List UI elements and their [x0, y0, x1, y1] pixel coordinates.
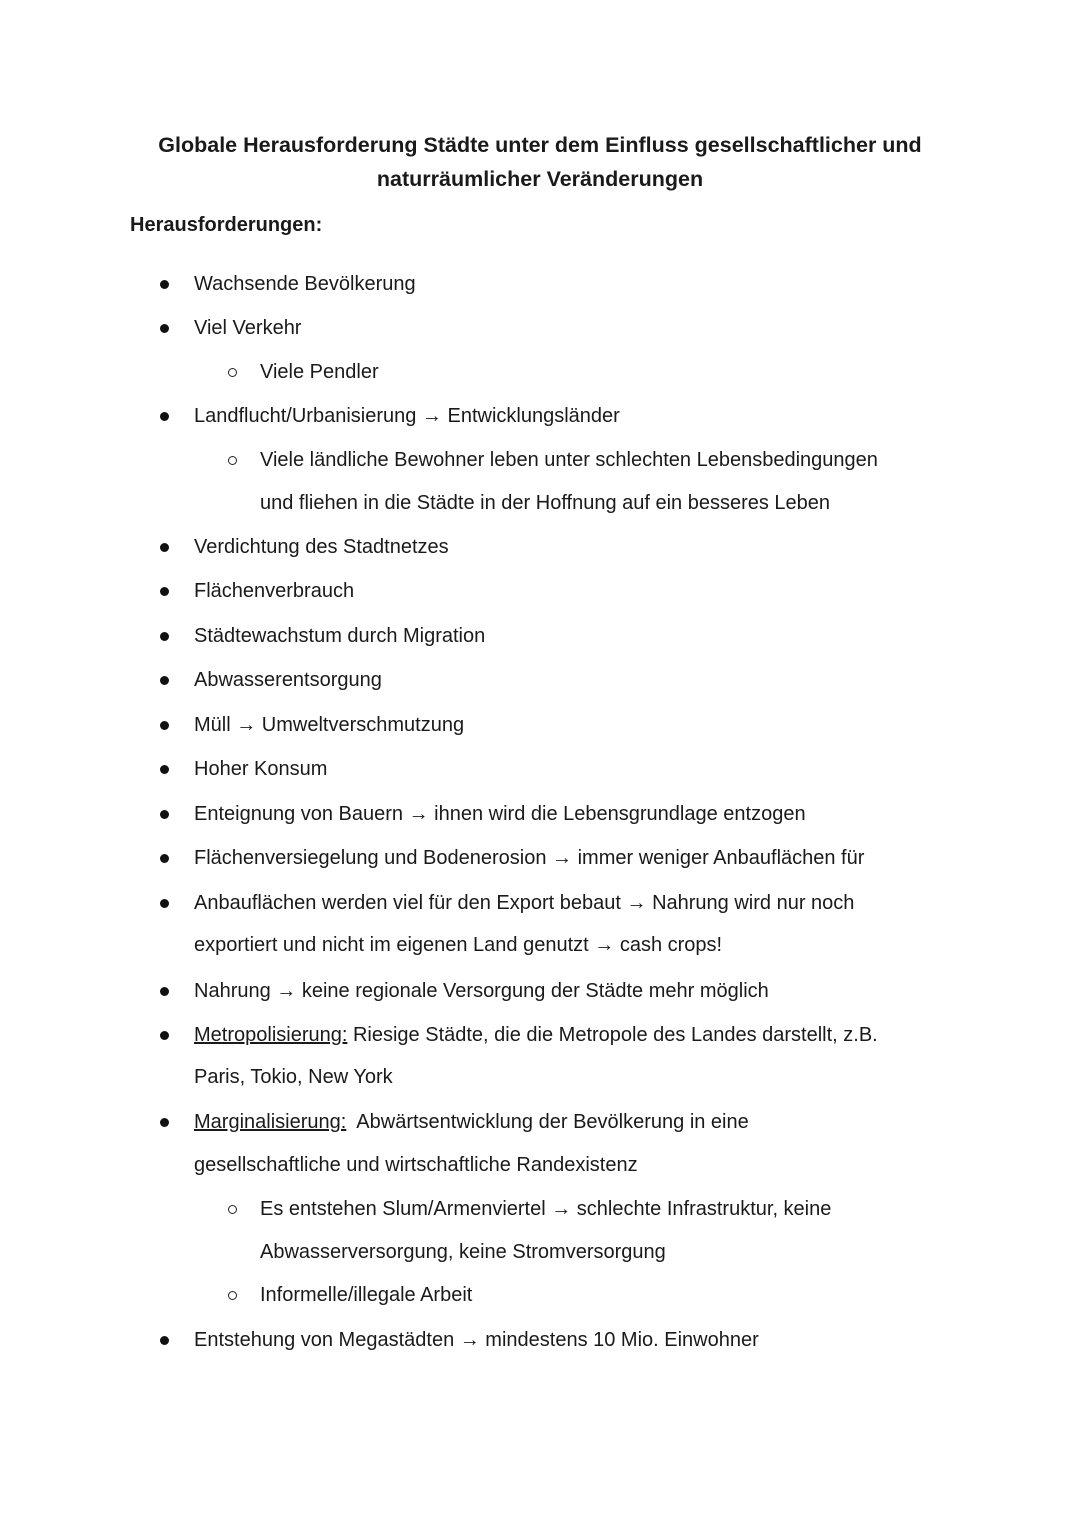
bullet-icon [160, 676, 169, 685]
bullet-icon [160, 1031, 169, 1040]
title-line-2: naturräumlicher Veränderungen [376, 167, 704, 191]
bullet-icon [160, 1118, 169, 1127]
bullet-icon [160, 854, 169, 863]
list-item: Entstehung von Megastädten → mindestens 10 Mio. Einwohner [194, 1329, 759, 1351]
sub-bullet-icon [228, 456, 237, 465]
bullet-icon [160, 1336, 169, 1345]
list-item: Nahrung → keine regionale Versorgung der Städte mehr möglich [194, 980, 769, 1002]
bullet-icon [160, 543, 169, 552]
list-item: Flächenversiegelung und Bodenerosion → immer weniger Anbauflächen für [194, 847, 865, 869]
bullet-icon [160, 587, 169, 596]
sub-list-item-line-1: Viele ländliche Bewohner leben unter schlechten Lebensbedingungen [260, 449, 878, 471]
bullet-icon [160, 412, 169, 421]
sub-bullet-icon [228, 368, 237, 377]
sub-list-item-line-2: und fliehen in die Städte in der Hoffnung auf ein besseres Leben [260, 492, 831, 514]
bullet-icon [160, 899, 169, 908]
list-item: Hoher Konsum [194, 758, 328, 780]
title-line-1: Globale Herausforderung Städte unter dem Einfluss gesellschaftlicher und [158, 133, 922, 157]
sub-list-item: Viele Pendler [260, 361, 379, 383]
bullet-icon [160, 987, 169, 996]
bullet-icon [160, 324, 169, 333]
term-metropolisierung: Metropolisierung: [194, 1024, 348, 1046]
list-item: Viel Verkehr [194, 317, 302, 339]
list-item-line-1: Anbauflächen werden viel für den Export bebaut → Nahrung wird nur noch [194, 892, 855, 914]
list-item-line-1 [194, 1021, 878, 1049]
list-item: Müll → Umweltverschmutzung [194, 714, 465, 736]
sub-bullet-icon [228, 1291, 237, 1300]
sub-list-item-line-2: Abwasserversorgung, keine Stromversorgung [260, 1241, 666, 1263]
sub-list-item: Informelle/illegale Arbeit [260, 1284, 473, 1306]
bullet-icon [160, 810, 169, 819]
term-marginalisierung: Marginalisierung: [194, 1111, 347, 1133]
list-item: Flächenverbrauch [194, 580, 355, 602]
list-item-line-2: Paris, Tokio, New York [194, 1066, 393, 1088]
bullet-icon [160, 280, 169, 289]
sub-list-item-line-1: Es entstehen Slum/Armenviertel → schlechte Infrastruktur, keine [260, 1198, 832, 1220]
list-item: Städtewachstum durch Migration [194, 625, 486, 647]
list-item: Verdichtung des Stadtnetzes [194, 536, 449, 558]
list-item: Wachsende Bevölkerung [194, 273, 416, 295]
list-item-line-2: gesellschaftliche und wirtschaftliche Randexistenz [194, 1154, 638, 1176]
definition-text: Abwärtsentwicklung der Bevölkerung in eine [346, 1111, 749, 1133]
list-item-line-2: exportiert und nicht im eigenen Land genutzt → cash crops! [194, 934, 723, 956]
bullet-icon [160, 632, 169, 641]
list-item: Enteignung von Bauern → ihnen wird die Lebensgrundlage entzogen [194, 803, 806, 825]
sub-bullet-icon [228, 1205, 237, 1214]
section-heading: Herausforderungen: [130, 214, 323, 236]
bullet-icon [160, 765, 169, 774]
bullet-icon [160, 721, 169, 730]
definition-text: Riesige Städte, die die Metropole des Landes darstellt, z.B. [347, 1024, 878, 1046]
list-item-line-1 [194, 1108, 749, 1136]
list-item: Abwasserentsorgung [194, 669, 382, 691]
list-item: Landflucht/Urbanisierung → Entwicklungsländer [194, 405, 620, 427]
